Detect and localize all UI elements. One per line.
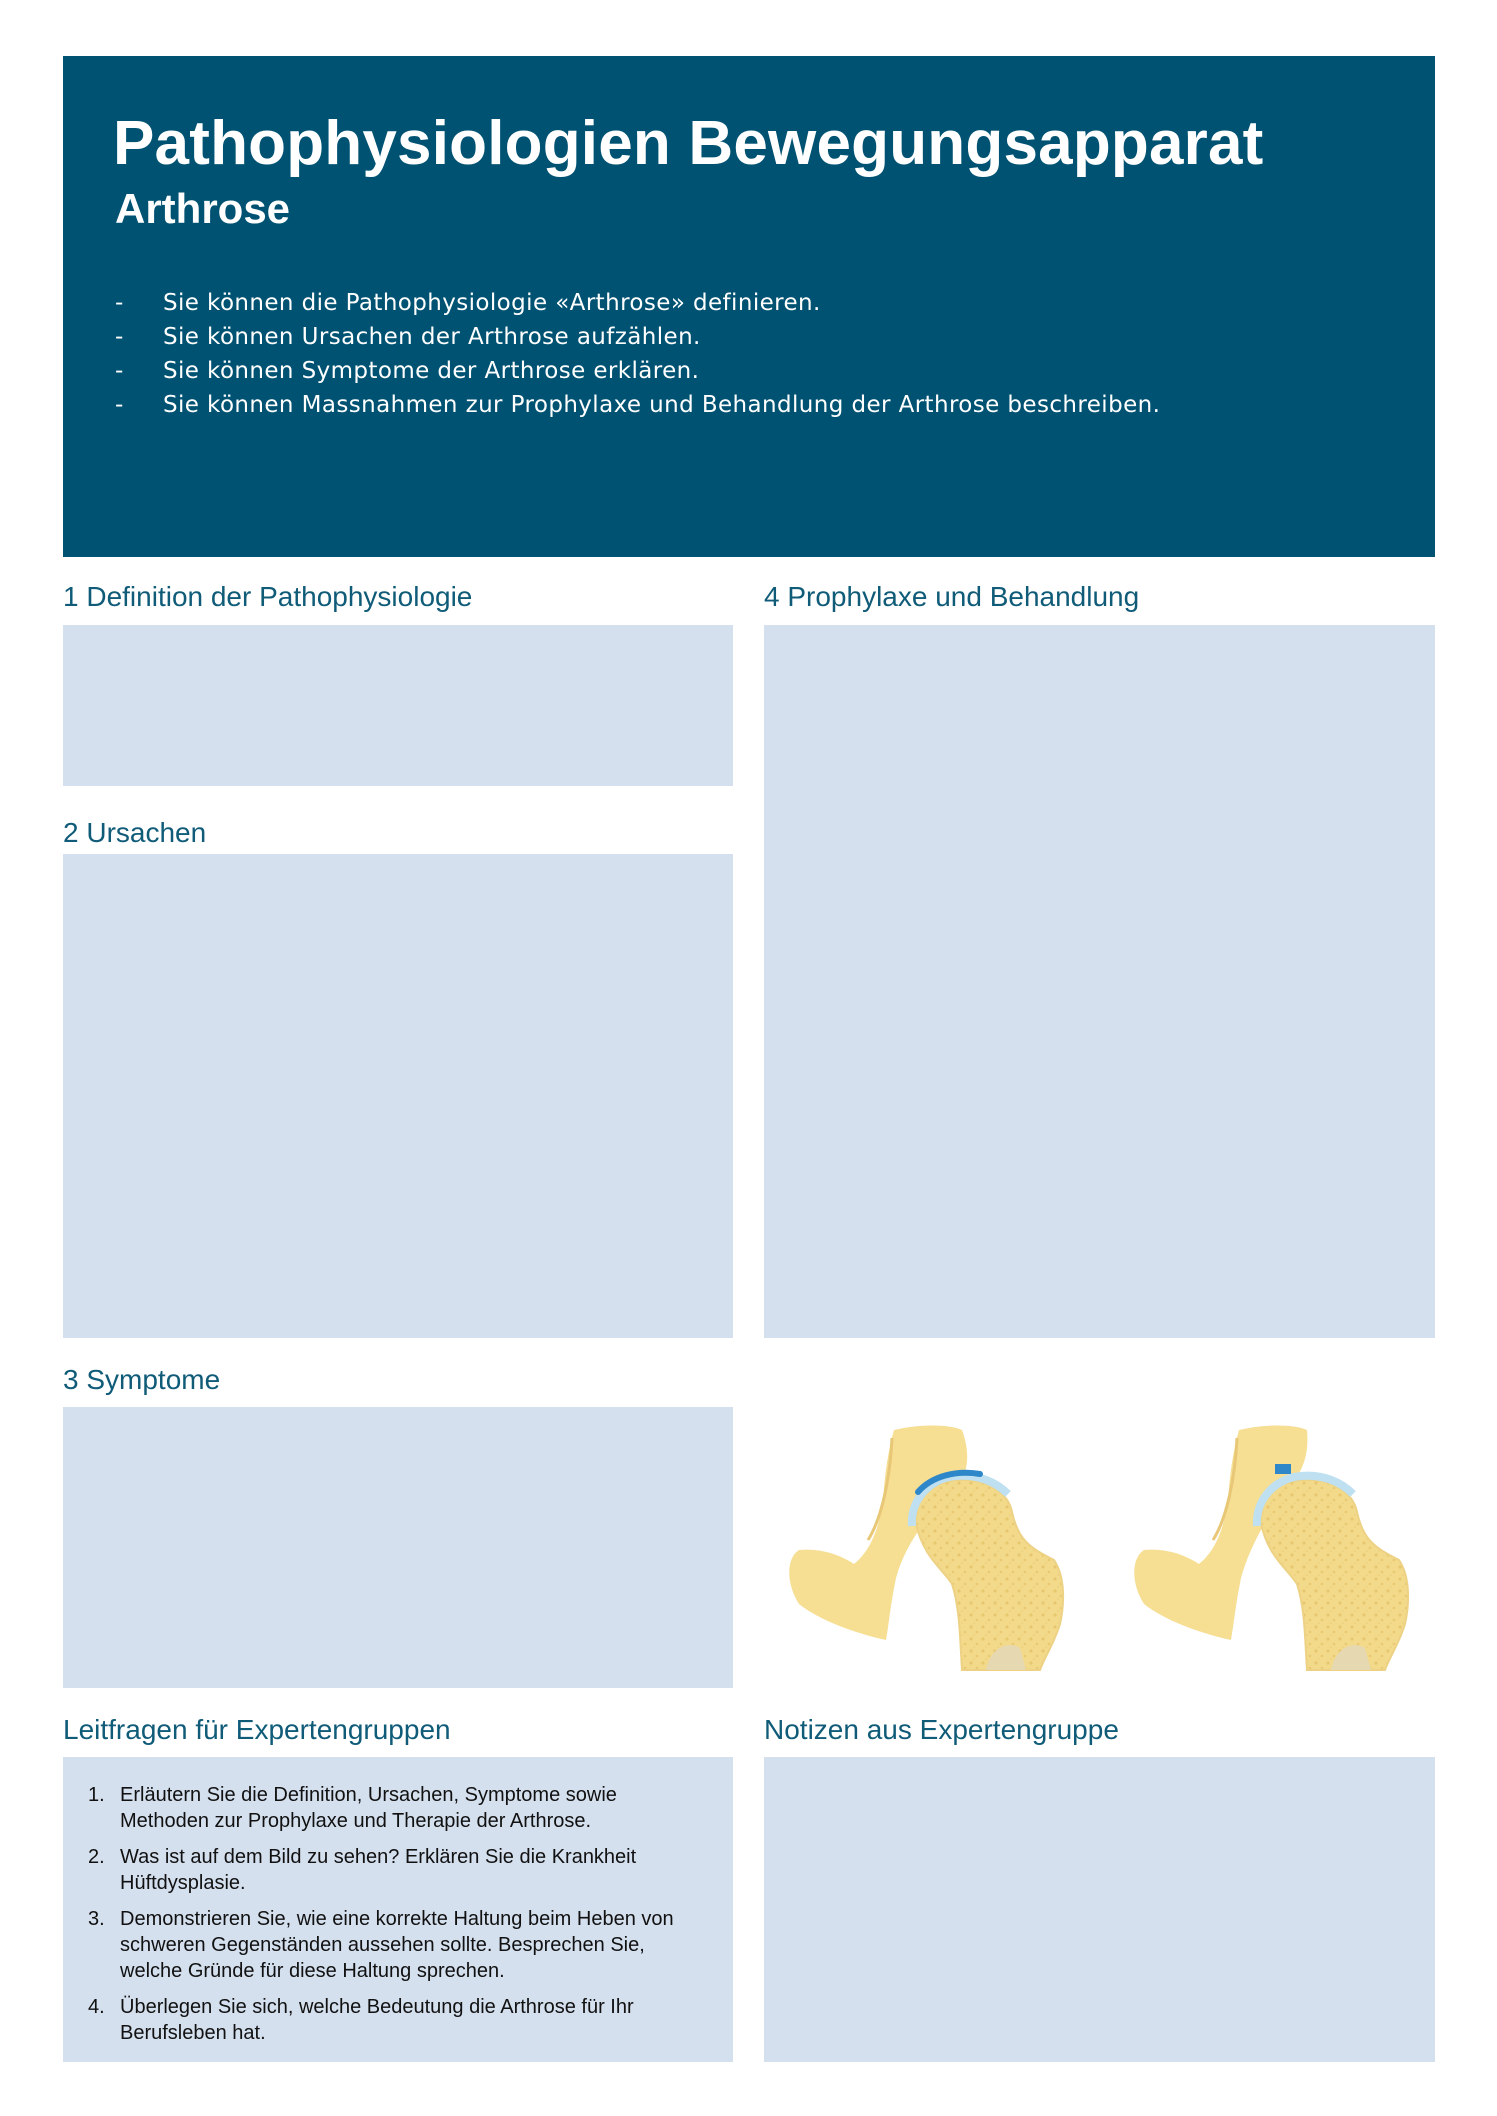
hip-joint-illustration — [764, 1408, 1434, 1676]
list-item — [84, 1782, 684, 1834]
learning-objectives — [115, 286, 1160, 422]
list-text: Demonstrieren Sie, wie eine korrekte Haltung beim Heben von schweren Gegenständen aussehen sollte. Besprechen Sie, welche Gründe für diese Haltung sprechen. — [120, 1908, 674, 1982]
list-number: 2. — [88, 1846, 105, 1868]
objective-item — [115, 320, 1160, 354]
list-item — [84, 1844, 684, 1896]
bullet-dash: - — [115, 358, 124, 384]
list-text: Überlegen Sie sich, welche Bedeutung die Arthrose für Ihr Berufsleben hat. — [120, 1996, 634, 2044]
section-title-leitfragen: Leitfragen für Expertengruppen — [63, 1714, 451, 1745]
objective-text: Sie können Massnahmen zur Prophylaxe und Behandlung der Arthrose beschreiben. — [163, 392, 1161, 418]
symptome-box[interactable] — [63, 1407, 733, 1688]
bullet-dash: - — [115, 290, 124, 316]
bullet-dash: - — [115, 324, 124, 350]
bullet-dash: - — [115, 392, 124, 418]
page-subtitle: Arthrose — [115, 185, 291, 232]
femur-head — [916, 1480, 1063, 1670]
objective-text: Sie können Ursachen der Arthrose aufzählen. — [163, 324, 701, 350]
objective-item — [115, 354, 1160, 388]
list-item — [84, 1906, 684, 1984]
list-text: Erläutern Sie die Definition, Ursachen, Symptome sowie Methoden zur Prophylaxe und Therapie der Arthrose. — [120, 1784, 617, 1832]
list-number: 3. — [88, 1908, 105, 1930]
leitfragen-list — [84, 1782, 684, 2056]
header-banner — [63, 56, 1435, 557]
hip-dysplasia — [1134, 1426, 1408, 1671]
section-title-notizen: Notizen aus Expertengruppe — [764, 1714, 1119, 1745]
section-title-ursachen: 2 Ursachen — [63, 817, 207, 848]
prophylaxe-box[interactable] — [764, 625, 1435, 1338]
ursachen-box[interactable] — [63, 854, 733, 1338]
list-number: 4. — [88, 1996, 105, 2018]
acetabulum-cartilage — [1275, 1464, 1291, 1474]
section-title-definition: 1 Definition der Pathophysiologie — [63, 581, 473, 612]
hip-normal — [789, 1426, 1063, 1671]
objective-text: Sie können die Pathophysiologie «Arthrose» definieren. — [163, 290, 821, 316]
section-title-symptome: 3 Symptome — [63, 1364, 221, 1395]
objective-item — [115, 388, 1160, 422]
list-text: Was ist auf dem Bild zu sehen? Erklären Sie die Krankheit Hüftdysplasie. — [120, 1846, 637, 1894]
notizen-box[interactable] — [764, 1757, 1435, 2062]
list-number: 1. — [88, 1784, 105, 1806]
objective-item — [115, 286, 1160, 320]
objective-text: Sie können Symptome der Arthrose erklären. — [163, 358, 700, 384]
page-title: Pathophysiologien Bewegungsapparat — [113, 109, 1264, 178]
section-title-prophylaxe: 4 Prophylaxe und Behandlung — [764, 581, 1140, 612]
femur-head — [1261, 1480, 1408, 1670]
definition-box[interactable] — [63, 625, 733, 786]
list-item — [84, 1994, 684, 2046]
